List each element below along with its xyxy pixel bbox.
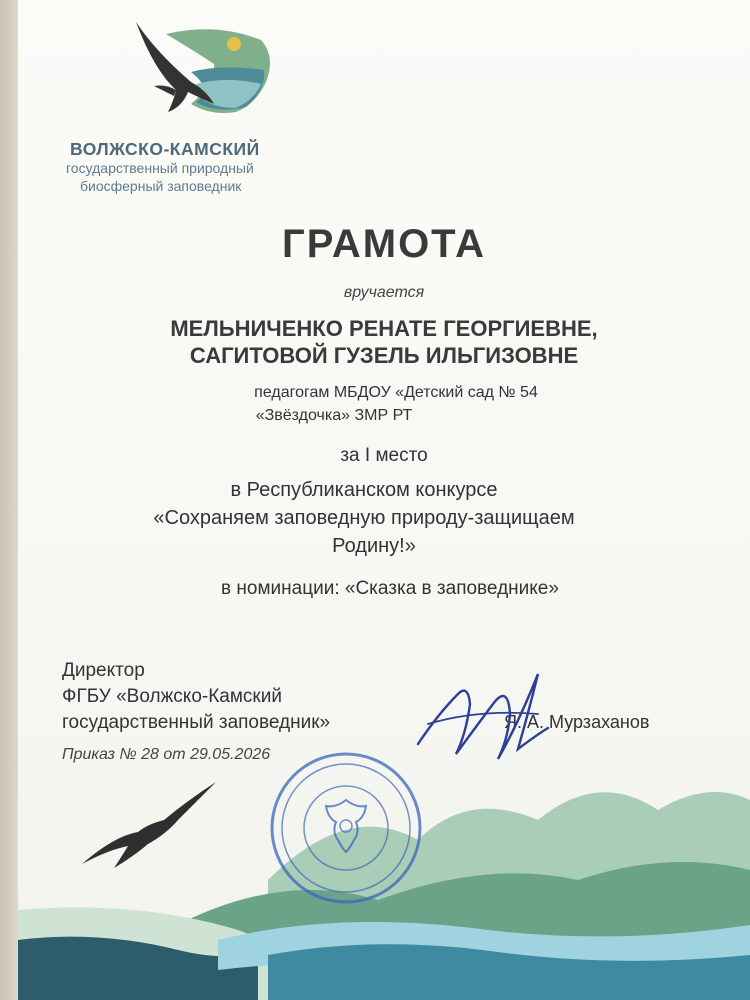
org-subtitle-1: государственный природный (66, 160, 254, 176)
recipient-1: МЕЛЬНИЧЕНКО РЕНАТЕ ГЕОРГИЕВНЕ, (170, 316, 598, 341)
signature-icon (398, 654, 558, 784)
awarded-text: вручается (343, 284, 425, 301)
role-line-2: «Звёздочка» ЗМР РТ (255, 407, 413, 424)
eagle-icon (78, 780, 218, 870)
contest-line-3: Родину!» (332, 535, 416, 557)
org-subtitle-2: биосферный заповедник (80, 178, 242, 194)
recipient-2: САГИТОВОЙ ГУЗЕЛЬ ИЛЬГИЗОВНЕ (189, 343, 579, 368)
org-name: ВОЛЖСКО-КАМСКИЙ (70, 139, 260, 159)
nomination-text: в номинации: «Сказка в заповеднике» (221, 578, 559, 599)
contest-line-1: в Республиканском конкурсе (230, 479, 498, 501)
director-org-line-1: ФГБУ «Волжско-Камский (62, 686, 282, 707)
reserve-logo-icon (96, 12, 296, 132)
director-org-line-2: государственный заповедник» (62, 712, 331, 733)
role-line-1: педагогам МБДОУ «Детский сад № 54 (254, 384, 538, 401)
signer-name: Я. А. Мурзаханов (504, 712, 650, 732)
director-title: Директор (62, 660, 145, 681)
contest-line-2: «Сохраняем заповедную природу-защищаем (153, 507, 575, 529)
certificate-sheet (18, 0, 750, 1000)
order-text: Приказ № 28 от 29.05.2026 (62, 746, 271, 763)
certificate-title: ГРАМОТА (282, 222, 486, 266)
place-text: за I место (340, 445, 428, 466)
